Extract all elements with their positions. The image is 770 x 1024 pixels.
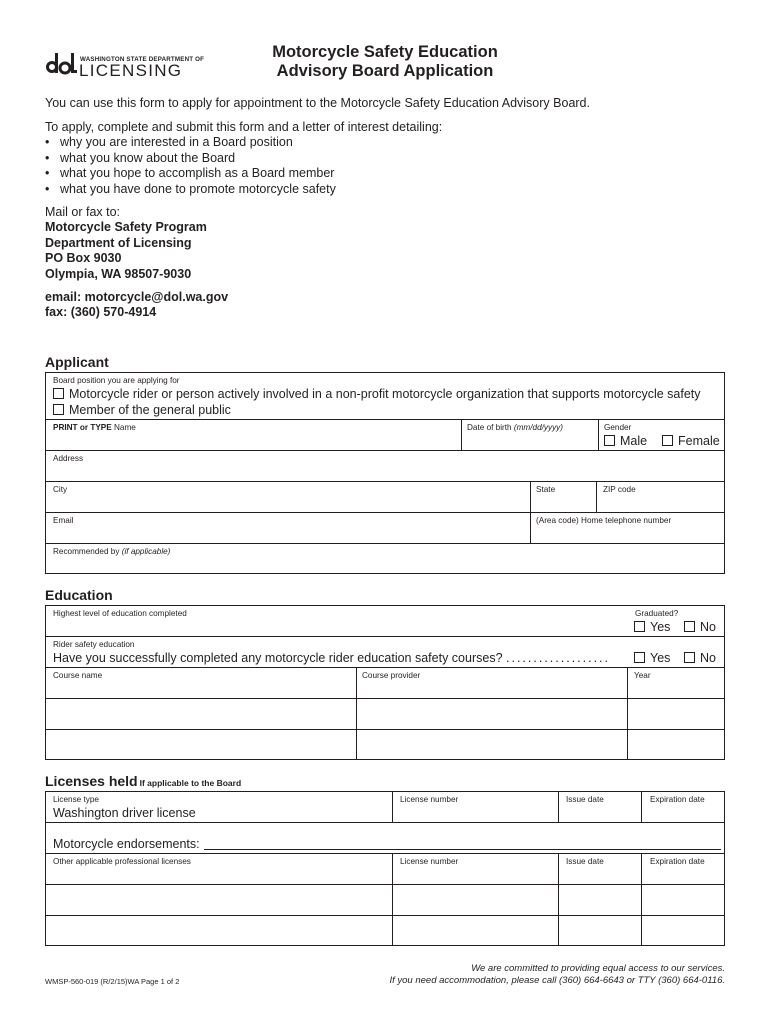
course-year-header: Year: [634, 671, 651, 680]
expiration-date-field[interactable]: Expiration date: [650, 795, 705, 804]
name-field-label[interactable]: PRINT or TYPE Name: [53, 423, 136, 432]
education-level-field[interactable]: Highest level of education completed: [53, 609, 187, 618]
option-public-checkbox[interactable]: Member of the general public: [53, 403, 231, 417]
contact-email: email: motorcycle@dol.wa.gov: [45, 290, 229, 304]
bullet-item: • what you know about the Board: [45, 151, 235, 167]
city-field[interactable]: City: [53, 485, 68, 494]
divider: [45, 450, 725, 451]
divider: [641, 853, 642, 946]
logo-department-text: WASHINGTON STATE DEPARTMENT OF: [80, 56, 205, 63]
divider: [558, 853, 559, 946]
board-position-label: Board position you are applying for: [53, 376, 180, 385]
other-licenses-header: Other applicable professional licenses: [53, 857, 191, 866]
rider-course-question: Have you successfully completed any motorcycle rider education safety courses? ...................: [53, 651, 611, 665]
divider: [45, 667, 725, 668]
divider: [461, 419, 462, 450]
graduated-no-checkbox[interactable]: No: [684, 620, 716, 634]
checkbox-icon[interactable]: [684, 621, 695, 632]
dol-logo-icon: [44, 51, 78, 77]
rider-education-label: Rider safety education: [53, 640, 135, 649]
divider: [45, 822, 725, 823]
course-no-checkbox[interactable]: No: [684, 651, 716, 665]
form-id: WMSP-560-019 (R/2/15)WA Page 1 of 2: [45, 977, 180, 986]
endorsements-input-line[interactable]: [204, 849, 721, 850]
recommended-by-field[interactable]: Recommended by (if applicable): [53, 547, 171, 556]
wa-driver-license-text: Washington driver license: [53, 806, 196, 820]
divider: [45, 512, 725, 513]
state-field[interactable]: State: [536, 485, 556, 494]
gender-label: Gender: [604, 423, 632, 432]
table-row-divider: [45, 915, 725, 916]
divider: [356, 667, 357, 760]
divider: [558, 791, 559, 822]
divider: [392, 853, 393, 946]
intro-line: You can use this form to apply for appointment to the Motorcycle Safety Education Advisory Board.: [45, 96, 590, 110]
table-row-divider: [45, 698, 725, 699]
address-line: Olympia, WA 98507-9030: [45, 267, 192, 281]
endorsements-label: Motorcycle endorsements:: [53, 837, 200, 851]
divider: [45, 419, 725, 420]
bullet-item: • what you have done to promote motorcycle safety: [45, 182, 336, 198]
graduated-label: Graduated?: [635, 609, 679, 618]
education-box: [45, 605, 725, 760]
divider: [45, 853, 725, 854]
divider: [45, 481, 725, 482]
other-expiration-date-header: Expiration date: [650, 857, 705, 866]
applicant-section-title: Applicant: [45, 354, 109, 370]
divider: [596, 481, 597, 512]
license-type-label: License type: [53, 795, 99, 804]
zip-field[interactable]: ZIP code: [603, 485, 636, 494]
table-row-divider: [45, 884, 725, 885]
email-field[interactable]: Email: [53, 516, 74, 525]
bullet-item: • why you are interested in a Board position: [45, 135, 293, 151]
mail-label: Mail or fax to:: [45, 205, 121, 219]
form-title-line2: Advisory Board Application: [276, 62, 494, 80]
education-section-title: Education: [45, 587, 113, 603]
gender-male-checkbox[interactable]: Male: [604, 434, 647, 448]
instructions-line: To apply, complete and submit this form and a letter of interest detailing:: [45, 120, 443, 134]
divider: [392, 791, 393, 822]
checkbox-icon[interactable]: [634, 621, 645, 632]
address-line: PO Box 9030: [45, 251, 122, 265]
checkbox-icon[interactable]: [684, 652, 695, 663]
accessibility-note: We are committed to providing equal access to our services. If you need accommodation, please call (360) 664-6643 or TTY (360) 664-0116.: [389, 963, 725, 986]
other-issue-date-header: Issue date: [566, 857, 604, 866]
divider: [641, 791, 642, 822]
form-title-line1: Motorcycle Safety Education: [272, 43, 498, 61]
graduated-yes-checkbox[interactable]: Yes: [634, 620, 670, 634]
course-yes-checkbox[interactable]: Yes: [634, 651, 670, 665]
logo-licensing-text: LICENSING: [79, 61, 183, 80]
bullet-item: • what you hope to accomplish as a Board member: [45, 166, 334, 182]
checkbox-icon[interactable]: [53, 388, 64, 399]
checkbox-icon[interactable]: [662, 435, 673, 446]
course-name-header: Course name: [53, 671, 103, 680]
checkbox-icon[interactable]: [634, 652, 645, 663]
checkbox-icon[interactable]: [53, 404, 64, 415]
course-provider-header: Course provider: [362, 671, 421, 680]
contact-fax: fax: (360) 570-4914: [45, 305, 157, 319]
option-rider-checkbox[interactable]: Motorcycle rider or person actively involved in a non-profit motorcycle organization that supports motorcycle safety: [53, 387, 701, 401]
divider: [598, 419, 599, 450]
address-field[interactable]: Address: [53, 454, 84, 463]
other-license-number-header: License number: [400, 857, 459, 866]
dob-field-label[interactable]: Date of birth (mm/dd/yyyy): [467, 423, 563, 432]
address-line: Department of Licensing: [45, 236, 192, 250]
licenses-section-title: Licenses held If applicable to the Board: [45, 773, 242, 789]
table-row-divider: [45, 729, 725, 730]
license-number-field[interactable]: License number: [400, 795, 459, 804]
divider: [45, 543, 725, 544]
address-line: Motorcycle Safety Program: [45, 220, 207, 234]
gender-female-checkbox[interactable]: Female: [662, 434, 720, 448]
divider: [627, 667, 628, 760]
issue-date-field[interactable]: Issue date: [566, 795, 604, 804]
phone-field[interactable]: (Area code) Home telephone number: [536, 516, 672, 525]
divider: [45, 636, 725, 637]
checkbox-icon[interactable]: [604, 435, 615, 446]
